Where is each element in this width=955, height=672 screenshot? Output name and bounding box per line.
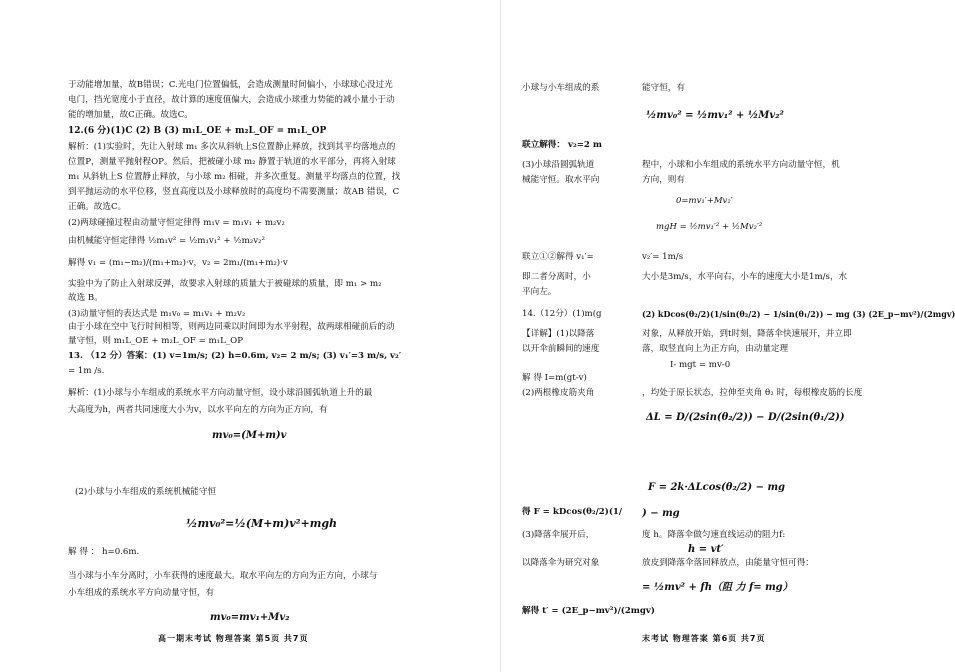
page-divider	[500, 0, 501, 672]
equation-separation: mv₀=mv₁+Mv₂	[210, 612, 290, 623]
text-line: 当小球与小车分离时，小车获得的速度最大。取水平向左的方向为正方向，小球与	[68, 571, 378, 581]
equation-delta-l: ΔL = D/(2sin(θ₂/2)) − D/(2sin(θ₁/2))	[646, 412, 845, 423]
text-line: I- mgt = mv-0	[670, 360, 731, 370]
text-line: 即二者分离时，小	[522, 272, 591, 282]
text-line: 故选 B。	[68, 293, 103, 303]
text-line: 【详解】(1)以降落	[522, 329, 595, 339]
text-line: 以开伞前瞬间的速度	[522, 344, 600, 354]
equation-momentum-2: 0=mv₁′+Mv₂′	[676, 196, 733, 206]
text-line: v₂′= 1m/s	[642, 252, 684, 262]
text-line: (2)小球与小车组成的系统机械能守恒	[75, 487, 217, 497]
text-line: (3)降落伞展开后，	[522, 530, 595, 540]
text-line: = 1m /s.	[68, 366, 105, 376]
text-line: 程中，小球和小车组成的系统水平方向动量守恒，机	[642, 160, 840, 170]
text-line: 实验中为了防止入射球反弹，故要求入射球的质量大于被碰球的质量，即 m₁ > m₂	[68, 279, 382, 289]
text-line: 14.（12分）(1)m(g	[522, 309, 602, 319]
text-line: 落，取竖直向上为正方向，由动量定理	[642, 344, 789, 354]
text-line: 解 得 I=m(gt-v)	[522, 373, 587, 383]
text-line: 大小是3m/s，水平向右，小车的速度大小是1m/s，水	[642, 272, 848, 282]
text-line: 放皮到降落伞落回释放点，由能量守恒可得：	[642, 558, 814, 568]
page-footer: 高一期末考试 物理答案 第5页 共7页	[158, 634, 309, 643]
text-line: 由于小球在空中飞行时间相等，则两边同乘以时间即为水平射程，故两球相碰前后的动	[68, 322, 395, 332]
equation-energy: ½mv₀²=½(M+m)v²+mgh	[186, 517, 338, 530]
text-line: 小车组成的系统水平方向动量守恒，有	[68, 588, 215, 598]
text-line: 大高度为h，两者共同速度大小为v，以水平向左的方向为正方向，有	[68, 405, 328, 415]
text-line: 得 F = kDcos(θ₂/2)(1/	[522, 507, 623, 517]
text-line: 对象，从释放开始，到t时刻，降落伞快速展开，并立即	[642, 329, 852, 339]
page-footer: 末考试 物理答案 第6页 共7页	[642, 634, 766, 643]
text-line: 正确。故选C。	[68, 202, 127, 212]
equation-momentum: mv₀=(M+m)v	[212, 430, 287, 441]
text-line: 度 h。降落伞做匀速直线运动的阻力f:	[642, 530, 786, 540]
text-line: 由机械能守恒定律得 ½m₁v² = ½m₁v₁² + ½m₂v₂²	[68, 236, 265, 246]
text-line: 小球与小车组成的系	[522, 83, 600, 93]
text-line: (2)两球碰撞过程由动量守恒定律得 m₁v = m₁v₁ + m₂v₂	[68, 218, 285, 228]
text-line: 平向左。	[522, 287, 557, 297]
text-line: 位置P，测量平抛射程OP。然后，把被碰小球 m₂ 静置于轨道的水平部分，再将入射球	[68, 157, 396, 167]
equation-force: F = 2k·ΔLcos(θ₂/2) − mg	[648, 482, 786, 493]
text-line: (3)小球沿圆弧轨道	[522, 160, 595, 170]
middle-column	[520, 0, 655, 672]
text-line: 解 得 ： h=0.6m.	[68, 547, 140, 557]
answer-13: 13. （12 分）答案：(1) v=1m/s; (2) h=0.6m, v₂= 2 m/s; (3) v₁′=3 m/s, v₂′	[68, 351, 402, 361]
answer-14: (2) kDcos(θ₂/2)(1/sin(θ₂/2) − 1/sin(θ₁/2)) − mg (3) (2E_p−mv²)/(2mgv)	[642, 309, 955, 319]
text-line: 电门，挡光宽度小于直径，故计算的速度值偏大，会造成小球重力势能的减小量小于动	[68, 95, 395, 105]
equation-h: h = vt′	[688, 544, 724, 555]
right-column	[640, 0, 955, 672]
text-line: 联立解得： v₂=2 m	[522, 140, 602, 150]
text-line: 能的增加量，故C正确。故选C。	[68, 110, 193, 120]
text-line: 能守恒，有	[642, 83, 685, 93]
text-line: (3)动量守恒的表达式是 m₁v₀ = m₁v₁ + m₂v₂	[68, 309, 246, 319]
equation-fragment: ) − mg	[642, 508, 680, 519]
text-line: 联立①②解得 v₁′=	[522, 252, 594, 262]
equation-energy-2: mgH = ½mv₁′² + ½Mv₂′²	[656, 222, 763, 232]
text-line: 以降落伞为研究对象	[522, 558, 600, 568]
text-line: 解析：(1)小球与小车组成的系统水平方向动量守恒，设小球沿圆弧轨道上升的最	[68, 388, 373, 398]
left-page	[0, 0, 470, 672]
equation-energy-3: = ½mv² + fh（阻 力 f= mg）	[642, 582, 793, 593]
answer-12: 12.(6 分)(1)C (2) B (3) m₁L_OE + m₂L_OF = m₁L_OP	[68, 126, 327, 136]
text-line: 到平抛运动的水平位移，竖直高度以及小球释放时的高度均不需要测量；故AB 错误，C	[68, 187, 400, 197]
text-line: (2)两根橡皮筋夹角	[522, 388, 595, 398]
text-line: 解得 t′ = (2E_p−mv²)/(2mgv)	[522, 606, 655, 616]
text-line: 方向，则有	[642, 175, 685, 185]
text-line: 解析：(1)实验时，先让入射球 m₁ 多次从斜轨上S位置静止释放，找到其平均落地点的	[68, 142, 396, 152]
text-line: ，均处于原长状态，拉伸至夹角 θ₂ 时，每根橡皮筋的长度	[642, 388, 863, 398]
text-line: 于动能增加量，故B错误；C.光电门位置偏低，会造成测量时间偏小，小球球心没过光	[68, 80, 393, 90]
text-line: m₁ 从斜轨上S 位置静止释放，与小球 m₂ 相碰，并多次重复。测量平均落点的位置，找	[68, 172, 401, 182]
text-line: 械能守恒。取水平向	[522, 175, 600, 185]
text-line: 解得 v₁ = (m₁−m₂)/(m₁+m₂)·v，v₂ = 2m₁/(m₁+m₂)·v	[68, 258, 288, 268]
text-line: 量守恒，则 m₁L_OE + m₂L_OF = m₁L_OP	[68, 336, 243, 346]
equation-energy-conservation: ½mv₀² = ½mv₁² + ½Mv₂²	[646, 110, 784, 121]
